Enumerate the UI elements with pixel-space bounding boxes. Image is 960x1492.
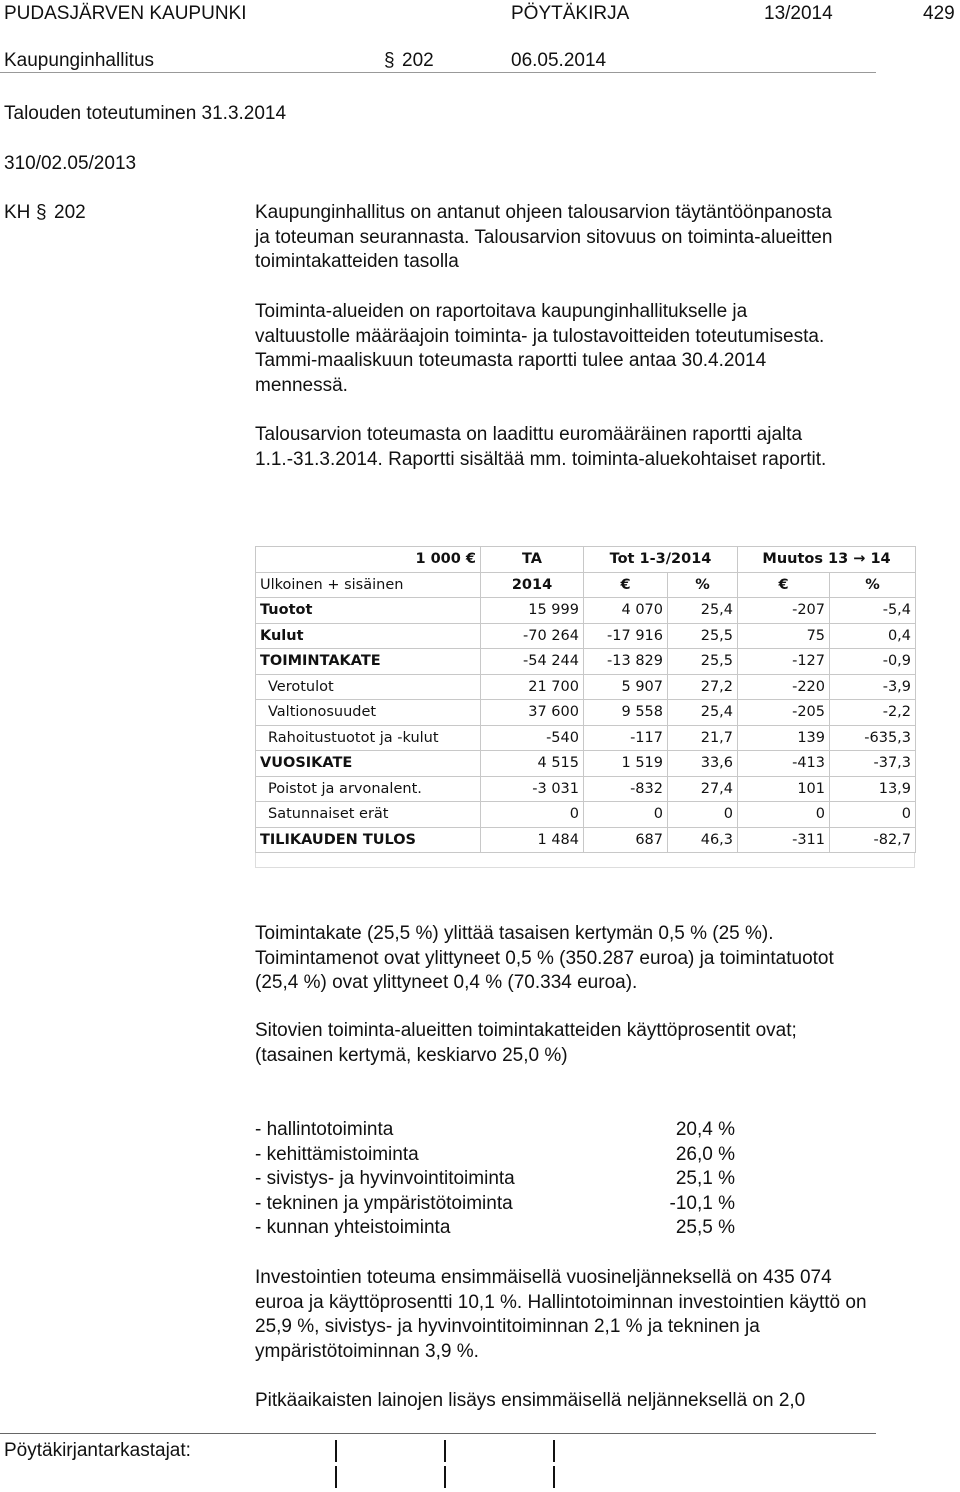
tot-pct: 25,4: [668, 700, 738, 726]
change-value: -127: [738, 649, 830, 675]
reviewers-label: Pöytäkirjantarkastajat:: [4, 1440, 191, 1461]
signature-field-5: [444, 1466, 446, 1488]
tot-value: 9 558: [584, 700, 668, 726]
area-name: - sivistys- ja hyvinvointitoiminta: [255, 1168, 515, 1190]
header-divider: [0, 72, 876, 73]
row-label: Satunnaiset erät: [256, 802, 481, 828]
tot-value: -13 829: [584, 649, 668, 675]
table-header-row-2: [256, 572, 916, 598]
signature-field-1: [335, 1440, 337, 1462]
reference-number: 310/02.05/2013: [4, 153, 137, 174]
ta-value: 15 999: [481, 598, 584, 624]
tot-value: 0: [584, 802, 668, 828]
tot-value: -117: [584, 725, 668, 751]
kh-label: KH: [4, 202, 31, 223]
area-name: - tekninen ja ympäristötoiminta: [255, 1192, 513, 1214]
ta-value: 37 600: [481, 700, 584, 726]
ta-value: -540: [481, 725, 584, 751]
table-row: [256, 776, 916, 802]
ta-value: 1 484: [481, 827, 584, 853]
table-row: [256, 649, 916, 675]
financial-table: [255, 546, 917, 884]
tot-pct: 25,5: [668, 623, 738, 649]
signature-field-4: [335, 1466, 337, 1488]
row-label: Poistot ja arvonalent.: [256, 776, 481, 802]
change-value: 75: [738, 623, 830, 649]
row-label: Kulut: [256, 623, 481, 649]
header-year: 2014: [481, 572, 584, 598]
area-value: 25,5 %: [675, 1217, 735, 1239]
change-pct: -0,9: [830, 649, 916, 675]
change-pct: 13,9: [830, 776, 916, 802]
change-value: -220: [738, 674, 830, 700]
tot-pct: 25,4: [668, 598, 738, 624]
row-label: VUOSIKATE: [256, 751, 481, 777]
tot-value: 5 907: [584, 674, 668, 700]
change-value: -207: [738, 598, 830, 624]
area-name: - kehittämistoiminta: [255, 1143, 419, 1165]
tot-value: 4 070: [584, 598, 668, 624]
header-ta: TA: [481, 547, 584, 573]
header-eur-1: €: [584, 572, 668, 598]
issue-number: 13/2014: [764, 3, 833, 24]
change-value: -413: [738, 751, 830, 777]
paragraph-7: Pitkäaikaisten lainojen lisäys ensimmäisellä neljänneksellä on 2,0: [255, 1390, 806, 1411]
doc-type: PÖYTÄKIRJA: [511, 3, 630, 24]
header-pct-1: %: [668, 572, 738, 598]
signature-field-6: [553, 1466, 555, 1488]
paragraph-6: Investointien toteuma ensimmäisellä vuosineljänneksellä on 435 074 euroa ja käyttöprosentti 10,1 %. Hallintotoiminnan investointien käyttö on 25,9 %, sivistys- ja hyvinvointitoiminnan 2,1 % ja tekninen ja ympäristötoiminnan 3,9 %.: [255, 1267, 867, 1362]
paragraph-5: Sitovien toiminta-alueitten toimintakatteiden käyttöprosentit ovat; (tasainen kertymä, keskiarvo 25,0 %): [255, 1020, 797, 1066]
paragraph-2: Toiminta-alueiden on raportoitava kaupunginhallitukselle ja valtuustolle määräajoin toiminta- ja tulostavoitteiden toteutumisesta. Tammi-maaliskuun toteumasta raportti tulee antaa 30.4.2014 mennessä.: [255, 301, 825, 396]
body-name: Kaupunginhallitus: [4, 50, 155, 71]
table-row: [256, 725, 916, 751]
page-title: Talouden toteutuminen 31.3.2014: [4, 103, 287, 124]
table-row: [256, 598, 916, 624]
change-pct: -37,3: [830, 751, 916, 777]
header-eur-2: €: [738, 572, 830, 598]
paragraph-3: Talousarvion toteumasta on laadittu euromääräinen raportti ajalta 1.1.-31.3.2014. Raportti sisältää mm. toiminta-aluekohtaiset raportit.: [255, 424, 827, 470]
row-label: Valtionosuudet: [256, 700, 481, 726]
table-row: [256, 700, 916, 726]
section-mark: §: [384, 50, 395, 71]
area-value: -10,1 %: [669, 1192, 735, 1214]
change-pct: -82,7: [830, 827, 916, 853]
paragraph-4: Toimintakate (25,5 %) ylittää tasaisen kertymän 0,5 % (25 %). Toimintamenot ovat ylittyneet 0,5 % (350.287 euroa) ja toimintatuotot (25,4 %) ovat ylittyneet 0,4 % (70.334 euroa).: [255, 923, 834, 993]
tot-pct: 33,6: [668, 751, 738, 777]
tot-value: 1 519: [584, 751, 668, 777]
row-label: Rahoitustuotot ja -kulut: [256, 725, 481, 751]
tot-value: -17 916: [584, 623, 668, 649]
table-row: [256, 802, 916, 828]
table-row: [256, 623, 916, 649]
org-name: PUDASJÄRVEN KAUPUNKI: [4, 3, 247, 24]
list-item: [255, 1143, 745, 1167]
list-item: [255, 1216, 745, 1240]
area-value: 26,0 %: [675, 1143, 735, 1165]
header-pct-2: %: [830, 572, 916, 598]
table-header-row-1: [256, 547, 916, 573]
area-name: - kunnan yhteistoiminta: [255, 1217, 451, 1239]
tot-pct: 27,4: [668, 776, 738, 802]
section-number: 202: [402, 50, 434, 71]
change-value: 0: [738, 802, 830, 828]
footer-divider: [0, 1433, 876, 1434]
change-pct: -3,9: [830, 674, 916, 700]
header-tot: Tot 1-3/2014: [584, 547, 738, 573]
row-label: Tuotot: [256, 598, 481, 624]
header-scope: Ulkoinen + sisäinen: [256, 572, 481, 598]
tot-pct: 25,5: [668, 649, 738, 675]
tot-value: 687: [584, 827, 668, 853]
change-pct: 0: [830, 802, 916, 828]
table-row: [256, 827, 916, 853]
header-change: Muutos 13 → 14: [738, 547, 916, 573]
ta-value: 21 700: [481, 674, 584, 700]
change-pct: -5,4: [830, 598, 916, 624]
area-value: 20,4 %: [675, 1119, 735, 1140]
table-row: [256, 751, 916, 777]
list-item: [255, 1118, 745, 1142]
change-value: -311: [738, 827, 830, 853]
list-item: [255, 1167, 745, 1191]
table-bottom-margin: [255, 853, 915, 868]
kh-section-number: 202: [54, 202, 86, 223]
paragraph-1: Kaupunginhallitus on antanut ohjeen talousarvion täytäntöönpanosta ja toteuman seurannasta. Talousarvion sitovuus on toiminta-alueitten toimintakatteiden tasolla: [255, 202, 833, 272]
page-number: 429: [923, 3, 955, 24]
change-value: -205: [738, 700, 830, 726]
row-label: TOIMINTAKATE: [256, 649, 481, 675]
tot-pct: 27,2: [668, 674, 738, 700]
ta-value: 0: [481, 802, 584, 828]
signature-field-2: [444, 1440, 446, 1462]
ta-value: -54 244: [481, 649, 584, 675]
table-row: [256, 674, 916, 700]
list-item: [255, 1192, 745, 1216]
ta-value: -70 264: [481, 623, 584, 649]
row-label: TILIKAUDEN TULOS: [256, 827, 481, 853]
area-value: 25,1 %: [675, 1168, 735, 1190]
signature-field-3: [553, 1440, 555, 1462]
change-pct: -635,3: [830, 725, 916, 751]
change-pct: -2,2: [830, 700, 916, 726]
header-unit: 1 000 €: [256, 547, 481, 573]
area-name: - hallintotoiminta: [255, 1119, 394, 1140]
ta-value: 4 515: [481, 751, 584, 777]
change-value: 101: [738, 776, 830, 802]
change-value: 139: [738, 725, 830, 751]
tot-value: -832: [584, 776, 668, 802]
row-label: Verotulot: [256, 674, 481, 700]
kh-section-mark: §: [36, 202, 47, 223]
tot-pct: 21,7: [668, 725, 738, 751]
tot-pct: 0: [668, 802, 738, 828]
change-pct: 0,4: [830, 623, 916, 649]
ta-value: -3 031: [481, 776, 584, 802]
tot-pct: 46,3: [668, 827, 738, 853]
meeting-date: 06.05.2014: [511, 50, 607, 71]
